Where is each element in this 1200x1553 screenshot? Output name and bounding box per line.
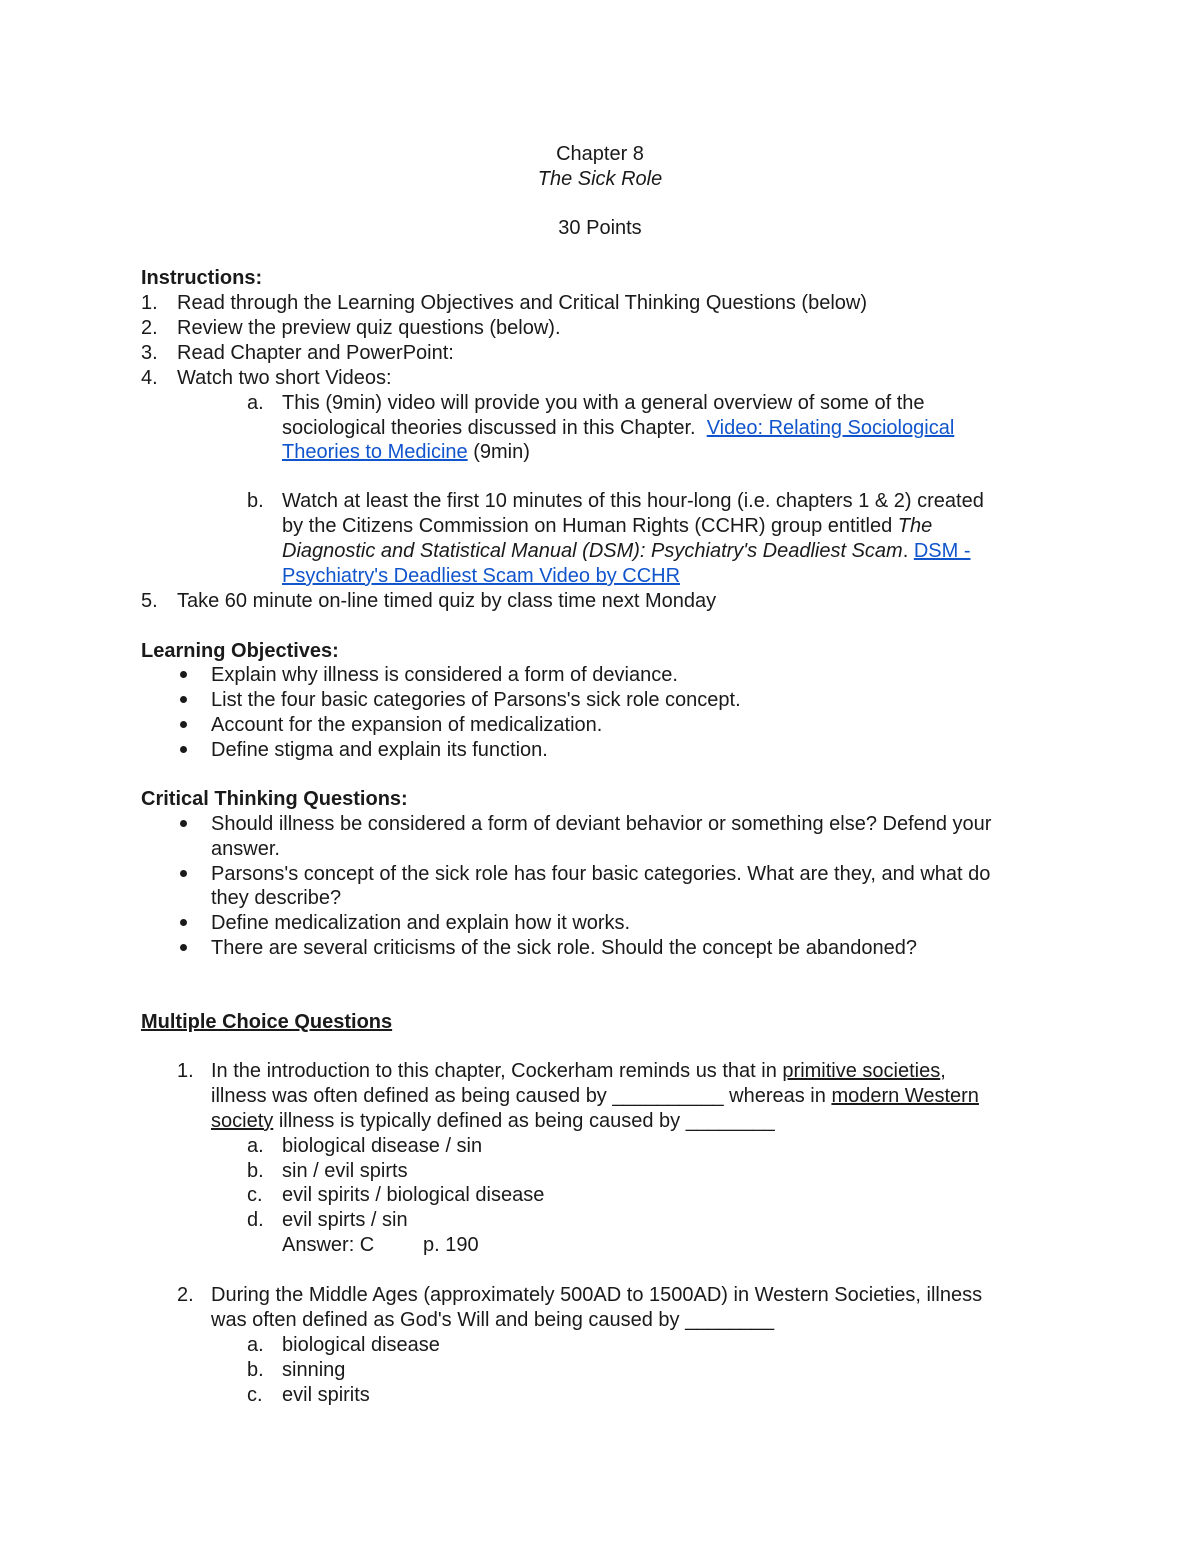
video-b-text: by the Citizens Commission on Human Rights (CCHR) group entitled <box>282 515 893 537</box>
bullet-icon <box>180 671 187 678</box>
instruction-number: 3. <box>141 342 158 364</box>
learning-objectives-heading: Learning Objectives: <box>141 640 339 662</box>
question-item-cont: they describe? <box>211 887 342 909</box>
bullet-icon <box>180 721 187 728</box>
video-b-description-cont <box>282 514 932 538</box>
bullet-icon <box>180 870 187 877</box>
video-a-description: This (9min) video will provide you with a general overview of some of the <box>282 392 925 414</box>
mcq-question-line: During the Middle Ages (approximately 500AD to 1500AD) in Western Societies, illness <box>211 1284 983 1306</box>
mcq-q1-comma: , <box>940 1060 946 1082</box>
video-a-text: sociological theories discussed in this Chapter. <box>282 417 696 439</box>
objective-item: List the four basic categories of Parsons's sick role concept. <box>211 689 741 711</box>
sub-item-letter: a. <box>247 392 264 414</box>
mcq-heading: Multiple Choice Questions <box>141 1011 393 1033</box>
mcq-option: evil spirits / biological disease <box>282 1184 545 1206</box>
mcq-option: evil spirits <box>282 1384 370 1406</box>
video-b-link-cont[interactable]: Psychiatry's Deadliest Scam Video by CCHR <box>282 565 681 587</box>
mcq-option: sinning <box>282 1359 346 1381</box>
video-b-title: Diagnostic and Statistical Manual (DSM): Psychiatry's Deadliest Scam <box>282 540 903 562</box>
instruction-item: Review the preview quiz questions (below). <box>177 317 561 339</box>
video-a-link-cont-text[interactable]: Theories to Medicine <box>282 441 468 463</box>
points-label: 30 Points <box>558 217 642 239</box>
objective-item: Account for the expansion of medicalization. <box>211 714 603 736</box>
mcq-q1-underlined: society <box>211 1110 274 1132</box>
instruction-item: Watch two short Videos: <box>177 367 392 389</box>
video-b-period: . <box>902 540 909 562</box>
option-letter: c. <box>247 1384 263 1406</box>
mcq-question-line: was often defined as God's Will and being caused by ________ <box>211 1309 775 1331</box>
mcq-question-line <box>211 1059 946 1083</box>
mcq-q1-text: illness was often defined as being caused by __________ whereas in <box>211 1085 826 1107</box>
sub-item-letter: b. <box>247 490 264 512</box>
instructions-heading: Instructions: <box>141 267 263 289</box>
video-b-title-start: The <box>897 515 933 537</box>
bullet-icon <box>180 944 187 951</box>
option-letter: a. <box>247 1334 264 1356</box>
mcq-q1-text: In the introduction to this chapter, Cockerham reminds us that in <box>211 1060 777 1082</box>
video-b-title-line <box>282 539 971 563</box>
question-item: Should illness be considered a form of deviant behavior or something else? Defend your <box>211 813 992 835</box>
mcq-question-line <box>211 1084 979 1108</box>
video-a-duration: (9min) <box>473 441 530 463</box>
question-item: There are several criticisms of the sick role. Should the concept be abandoned? <box>211 937 917 959</box>
mcq-answer-page: p. 190 <box>423 1234 479 1256</box>
instruction-item: Read Chapter and PowerPoint: <box>177 342 454 364</box>
video-b-link-line <box>282 564 680 588</box>
option-letter: b. <box>247 1160 264 1182</box>
mcq-option: biological disease / sin <box>282 1135 483 1157</box>
mcq-q1-text: illness is typically defined as being caused by ________ <box>278 1110 775 1132</box>
chapter-title: The Sick Role <box>537 168 663 190</box>
mcq-answer: Answer: C <box>282 1234 375 1256</box>
critical-thinking-heading: Critical Thinking Questions: <box>141 788 408 810</box>
mcq-q1-underlined: modern Western <box>831 1085 979 1107</box>
mcq-number: 2. <box>177 1284 194 1306</box>
mcq-number: 1. <box>177 1060 194 1082</box>
option-letter: d. <box>247 1209 264 1231</box>
instruction-number: 2. <box>141 317 158 339</box>
question-item: Define medicalization and explain how it works. <box>211 912 631 934</box>
video-b-description: Watch at least the first 10 minutes of this hour-long (i.e. chapters 1 & 2) created <box>282 490 984 512</box>
instruction-number: 5. <box>141 590 158 612</box>
bullet-icon <box>180 820 187 827</box>
bullet-icon <box>180 746 187 753</box>
video-a-link-cont <box>282 440 530 464</box>
question-item: Parsons's concept of the sick role has four basic categories. What are they, and what do <box>211 863 991 885</box>
video-a-description-cont <box>282 416 954 440</box>
objective-item: Define stigma and explain its function. <box>211 739 548 761</box>
instruction-item: Take 60 minute on-line timed quiz by class time next Monday <box>177 590 717 612</box>
mcq-question-line <box>211 1109 775 1133</box>
bullet-icon <box>180 696 187 703</box>
option-letter: c. <box>247 1184 263 1206</box>
option-letter: a. <box>247 1135 264 1157</box>
bullet-icon <box>180 919 187 926</box>
instruction-number: 1. <box>141 292 158 314</box>
video-b-link[interactable]: DSM - <box>913 540 971 562</box>
instruction-item: Read through the Learning Objectives and Critical Thinking Questions (below) <box>177 292 868 314</box>
option-letter: b. <box>247 1359 264 1381</box>
mcq-q1-underlined: primitive societies <box>782 1060 941 1082</box>
instruction-number: 4. <box>141 367 158 389</box>
mcq-option: biological disease <box>282 1334 440 1356</box>
video-a-link[interactable]: Video: Relating Sociological <box>706 417 955 439</box>
objective-item: Explain why illness is considered a form of deviance. <box>211 664 678 686</box>
question-item-cont: answer. <box>211 838 280 860</box>
mcq-option: sin / evil spirts <box>282 1160 408 1182</box>
chapter-number: Chapter 8 <box>556 143 644 165</box>
mcq-option: evil spirts / sin <box>282 1209 408 1231</box>
